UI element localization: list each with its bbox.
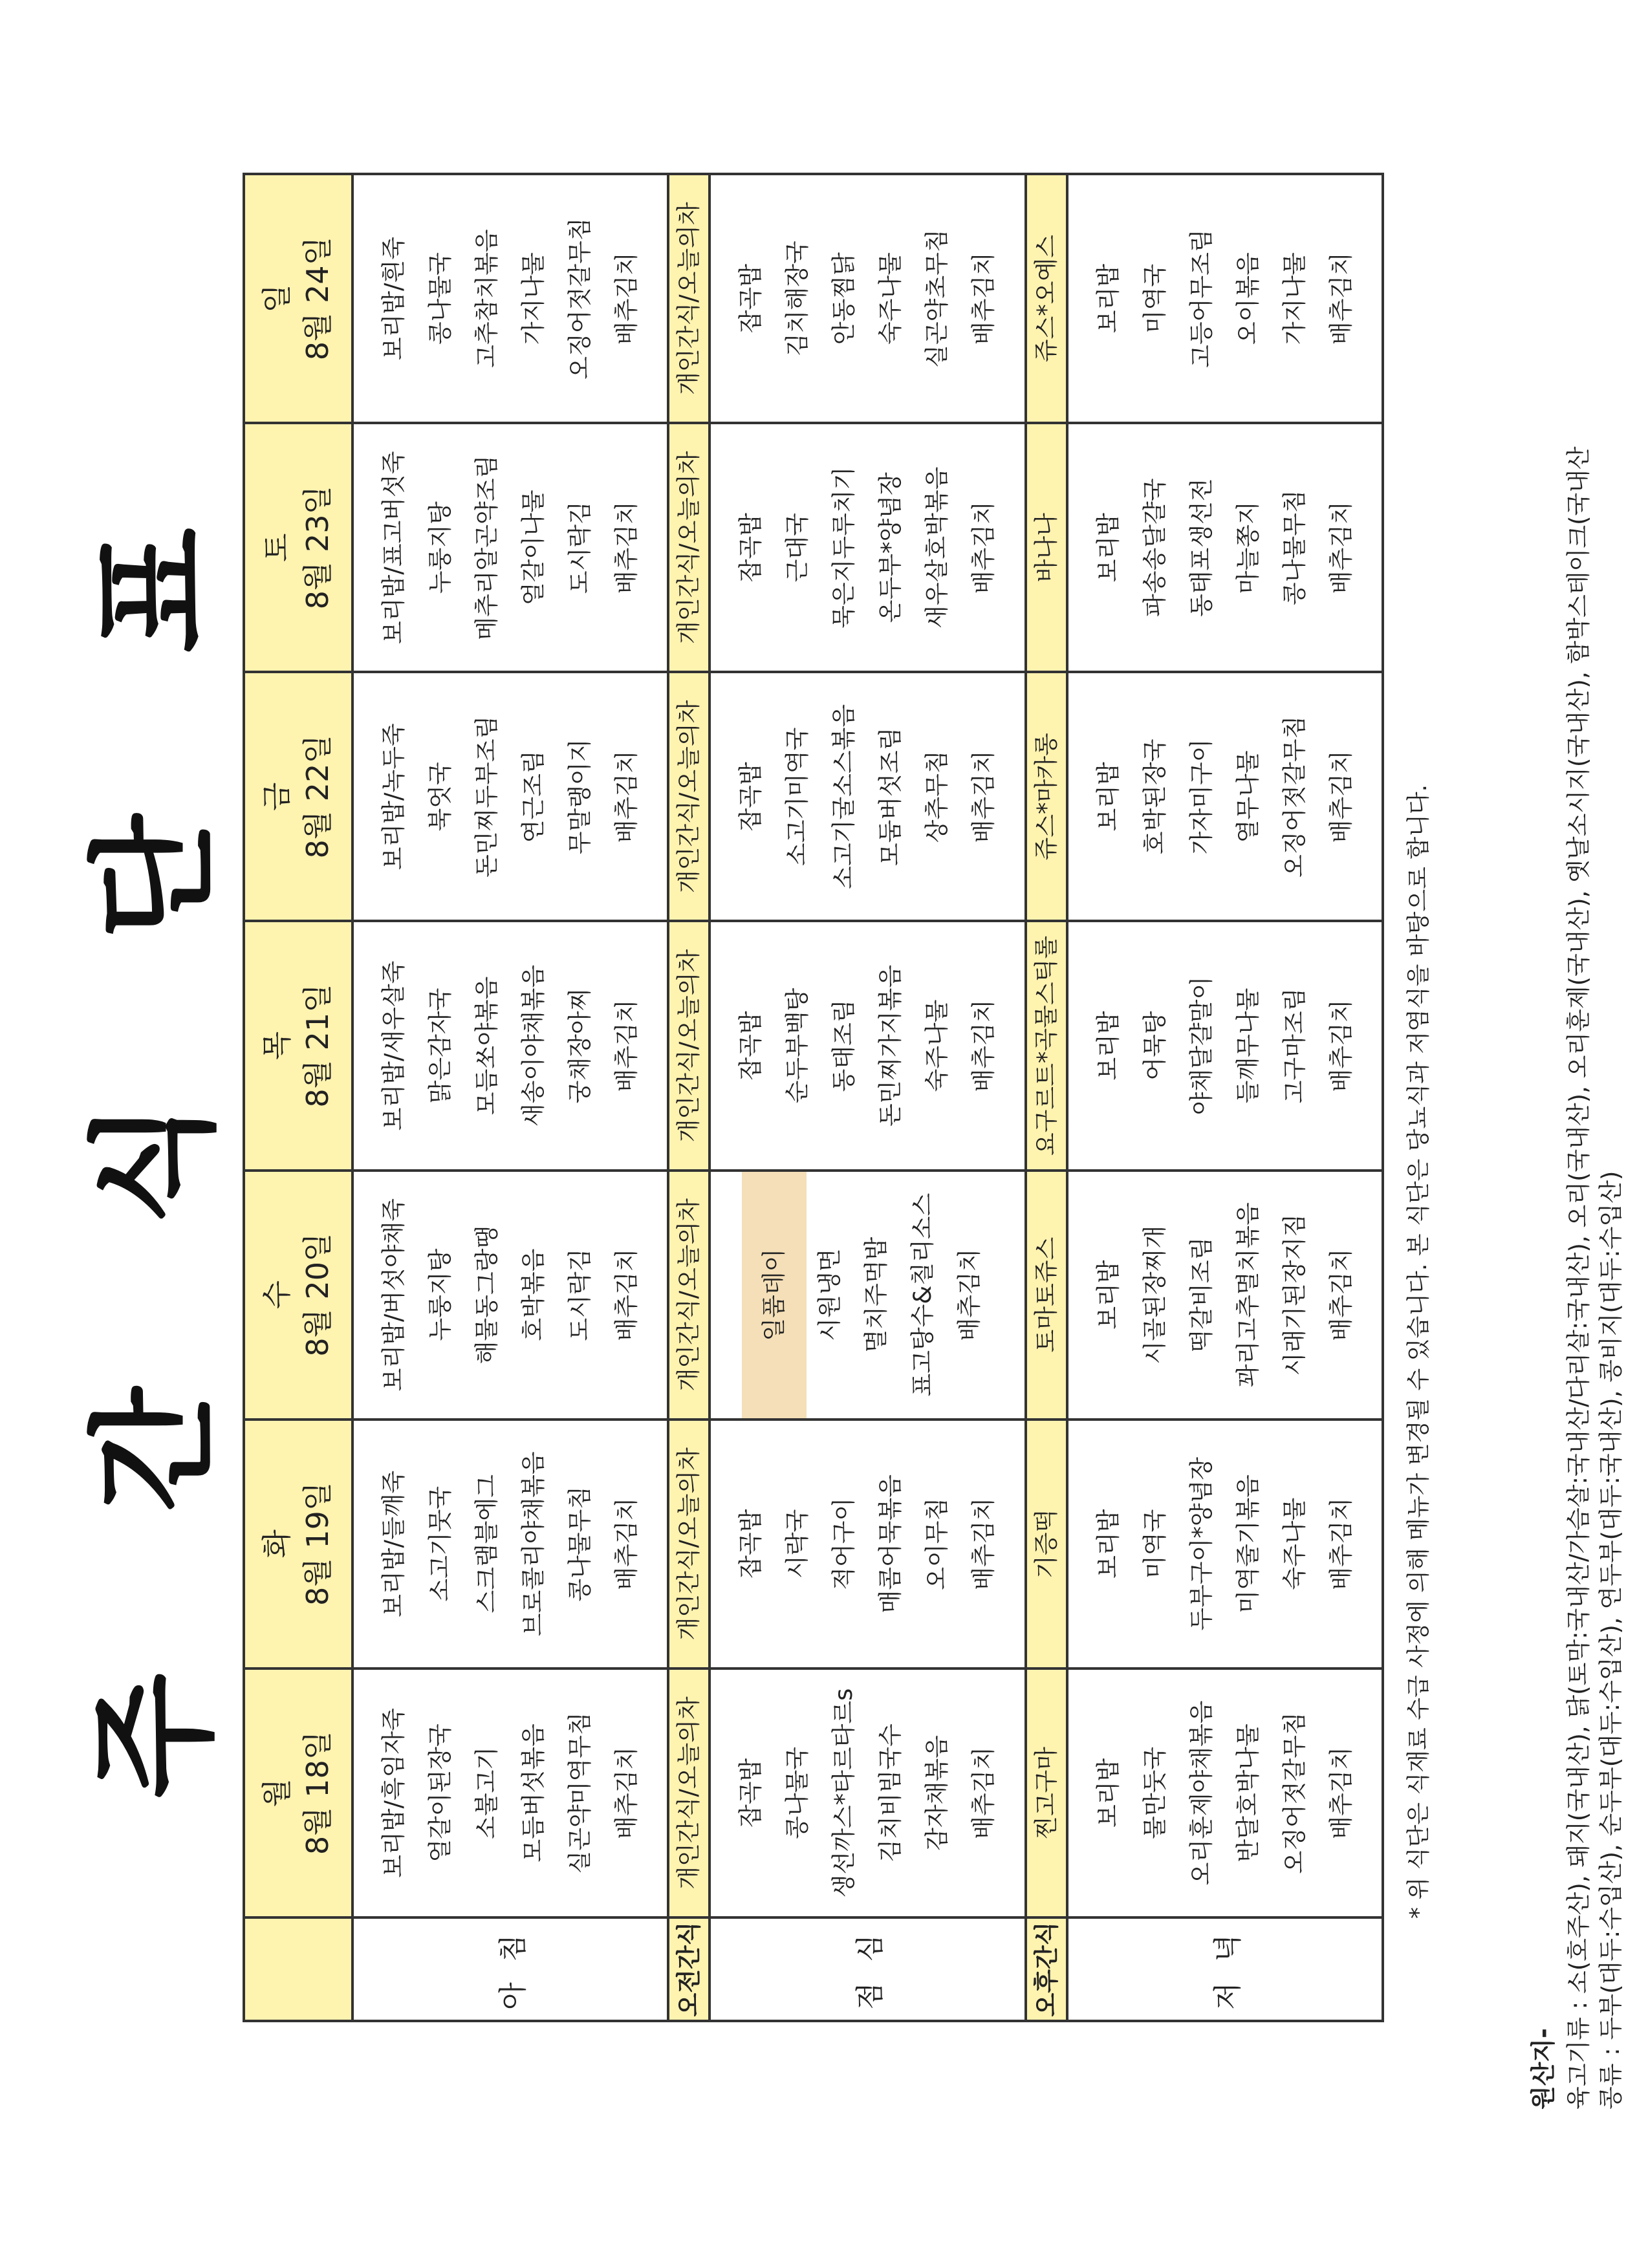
row-label-lunch: 점 심: [710, 1917, 1025, 2021]
menu-item: 배추김치: [612, 999, 641, 1092]
menu-item: 물만둣국: [1140, 1746, 1169, 1839]
menu-item: 궁채장아찌: [566, 988, 594, 1104]
origin-line-meat: 육고기류 : 소(호주산), 돼지(국내산), 닭(토막:국내산/가슴살:국내산/다리살:국내산), 오리(국내산), 오리훈제(국내산), 옛날소시지(국내산), 함박스테이크(국내산: [1565, 446, 1592, 2110]
menu-change-note: * 위 식단은 식재료 수급 사정에 의해 메뉴가 변경될 수 있습니다. 본 식단은 당뇨식과 저염식을 바탕으로 합니다.: [1405, 784, 1432, 1919]
am-snack-cell: 개인간식/오늘의차: [668, 1420, 710, 1669]
menu-item: 김치해장국: [783, 241, 812, 356]
menu-item: 북엇국: [426, 762, 455, 832]
menu-item: 보리밥: [1094, 513, 1122, 583]
menu-item: 반달호박나물: [1233, 1723, 1262, 1863]
menu-item: 오징어젓갈무침: [1280, 1712, 1308, 1874]
day-date: 8월 20일: [300, 1233, 335, 1357]
menu-item: 표고탕수&칠리소스: [909, 1193, 937, 1397]
menu-item: 맑은감자국: [426, 988, 455, 1104]
day-header: [244, 423, 352, 672]
pm-snack-cell: 바나나: [1026, 423, 1067, 672]
menu-item: 배추김치: [1327, 1746, 1355, 1839]
day-date: 8월 24일: [300, 236, 335, 361]
menu-item: 꽈리고추멸치볶음: [1233, 1202, 1262, 1388]
day-header-row: [244, 174, 352, 2021]
dinner-cell: [1067, 423, 1383, 672]
day-date: 8월 21일: [300, 984, 335, 1108]
pm-snack-cell: 찐고구마: [1026, 1669, 1067, 1917]
breakfast-row: [352, 174, 668, 2021]
menu-item: 가지나물: [519, 252, 548, 345]
menu-item: 호박볶음: [519, 1248, 548, 1341]
menu-item: 소고기굴소스볶음: [830, 704, 858, 889]
menu-item: 보리밥/들깨죽: [380, 1470, 408, 1617]
dinner-cell: [1067, 672, 1383, 921]
menu-item: 돈민찌가지볶음: [876, 964, 905, 1127]
menu-item: 연근조림: [519, 750, 548, 843]
menu-item: 온두부*양념장: [876, 472, 905, 623]
page-title: 주 간 식 단 표: [80, 470, 230, 1798]
menu-item: 브로콜리야채볶음: [519, 1451, 548, 1637]
menu-item: 숙주나물: [876, 252, 905, 345]
lunch-cell: [710, 1171, 1025, 1420]
day-of-week: 금: [259, 782, 294, 812]
menu-item: 잡곡밥: [737, 1509, 765, 1579]
menu-item: 배추김치: [1327, 1248, 1355, 1341]
dinner-row: [1067, 174, 1383, 2021]
menu-item: 배추김치: [612, 1248, 641, 1341]
menu-item: 콩나물국: [783, 1746, 812, 1839]
menu-item: 오징어젓갈무침: [566, 217, 594, 380]
menu-item: 배추김치: [970, 1746, 998, 1839]
menu-item: 호박된장국: [1140, 739, 1169, 855]
menu-item: 매콤어묵볶음: [876, 1474, 905, 1614]
lunch-cell: [710, 1669, 1025, 1917]
pm-snack-cell: 요구르트*곡물스틱롤: [1026, 921, 1067, 1170]
menu-item: 콩나물국: [426, 252, 455, 345]
menu-item: 근대국: [783, 513, 812, 583]
am-snack-cell: 개인간식/오늘의차: [668, 1669, 710, 1917]
menu-item: 모듬버섯볶음: [519, 1723, 548, 1863]
menu-item: 모듬쏘야볶음: [473, 976, 501, 1116]
menu-item: 소고기미역국: [783, 727, 812, 867]
menu-item: 미역줄기볶음: [1233, 1474, 1262, 1614]
menu-item: 배추김치: [1327, 999, 1355, 1092]
day-of-week: 토: [259, 533, 294, 562]
menu-item: 보리밥: [1094, 263, 1122, 334]
menu-item: 잡곡밥: [737, 1758, 765, 1828]
menu-item: 무말랭이지: [566, 739, 594, 855]
menu-item: 소불고기: [473, 1746, 501, 1839]
menu-item: 누룽지탕: [426, 1248, 455, 1341]
menu-item: 오이무침: [923, 1497, 951, 1590]
day-of-week: 수: [259, 1280, 294, 1310]
dinner-cell: [1067, 174, 1383, 423]
menu-item: 보리밥: [1094, 1758, 1122, 1828]
menu-item: 콩나물무침: [1280, 490, 1308, 606]
breakfast-cell: [352, 672, 668, 921]
menu-item: 떡갈비조림: [1187, 1237, 1215, 1353]
menu-item: 도시락김: [566, 1248, 594, 1341]
menu-item: 배추김치: [1327, 1497, 1355, 1590]
menu-item: 시원냉면: [816, 1248, 844, 1341]
menu-item: 도시락김: [566, 501, 594, 594]
menu-item: 누룽지탕: [426, 501, 455, 594]
menu-item: 배추김치: [970, 252, 998, 345]
menu-item: 보리밥: [1094, 1509, 1122, 1579]
menu-item: 보리밥: [1094, 762, 1122, 832]
day-header: [244, 1420, 352, 1669]
menu-item: 보리밥/표고버섯죽: [380, 451, 408, 644]
menu-item: 야채달걀말이: [1187, 976, 1215, 1116]
breakfast-cell: [352, 921, 668, 1170]
menu-item: 마늘쫑지: [1233, 501, 1262, 594]
menu-item: 잡곡밥: [737, 762, 765, 832]
day-of-week: 목: [259, 1031, 294, 1061]
lunch-cell: [710, 921, 1025, 1170]
menu-item: 잡곡밥: [737, 513, 765, 583]
lunch-cell: [710, 672, 1025, 921]
breakfast-cell: [352, 174, 668, 423]
pm-snack-cell: 토마토쥬스: [1026, 1171, 1067, 1420]
menu-item: 배추김치: [612, 1497, 641, 1590]
menu-item: 메추리알곤약조림: [473, 455, 501, 640]
menu-item: 새송이야채볶음: [519, 964, 548, 1127]
menu-item: 실곤약미역무침: [566, 1712, 594, 1874]
pm-snack-row: [1026, 174, 1067, 2021]
menu-item: 해물동그랑땡: [473, 1225, 501, 1365]
menu-item: 생선까스*타르타르s: [830, 1688, 858, 1898]
lunch-cell: [710, 423, 1025, 672]
am-snack-cell: 개인간식/오늘의차: [668, 921, 710, 1170]
day-date: 8월 23일: [300, 486, 335, 610]
menu-item: 모둠버섯조림: [876, 727, 905, 867]
menu-item: 잡곡밥: [737, 263, 765, 334]
day-date: 8월 22일: [300, 735, 335, 859]
am-snack-cell: 개인간식/오늘의차: [668, 423, 710, 672]
day-header: [244, 921, 352, 1170]
row-label-pm-snack: 오후간식: [1026, 1917, 1067, 2021]
menu-item: 오리훈제야채볶음: [1187, 1700, 1215, 1886]
lunch-cell: [710, 174, 1025, 423]
menu-item: 어묵탕: [1140, 1011, 1169, 1081]
menu-item: 콩나물무침: [566, 1485, 594, 1602]
menu-item: 돈민찌두부조림: [473, 715, 501, 878]
menu-item: 보리밥/흰죽: [380, 236, 408, 361]
menu-item: 안동찜닭: [830, 252, 858, 345]
menu-item: 배추김치: [1327, 501, 1355, 594]
menu-item: 배추김치: [612, 750, 641, 843]
menu-item: 열무나물: [1233, 750, 1262, 843]
menu-item: 시락국: [783, 1509, 812, 1579]
am-snack-cell: 개인간식/오늘의차: [668, 1171, 710, 1420]
corner-cell: [244, 1917, 352, 2021]
menu-item: 스크램블에그: [473, 1474, 501, 1614]
menu-item: 잡곡밥: [737, 1011, 765, 1081]
menu-item: 오징어젓갈무침: [1280, 715, 1308, 878]
menu-item: 가지나물: [1280, 252, 1308, 345]
menu-item: 얼갈이나물: [519, 490, 548, 606]
row-label-am-snack: 오전간식: [668, 1917, 710, 2021]
menu-item: 동태조림: [830, 999, 858, 1092]
day-header: [244, 1669, 352, 1917]
menu-item: 두부구이*양념장: [1187, 1456, 1215, 1631]
row-label-breakfast: 아 침: [352, 1917, 668, 2021]
day-header: [244, 174, 352, 423]
dinner-cell: [1067, 921, 1383, 1170]
menu-item: 배추김치: [1327, 252, 1355, 345]
am-snack-row: [668, 174, 710, 2021]
menu-item: 숙주나물: [1280, 1497, 1308, 1590]
origin-title: 원산지-: [1529, 2028, 1557, 2110]
menu-item: 배추김치: [612, 501, 641, 594]
menu-item: 보리밥/새우살죽: [380, 960, 408, 1131]
menu-item: 보리밥/흑임자죽: [380, 1708, 408, 1878]
day-date: 8월 18일: [300, 1731, 335, 1855]
day-of-week: 화: [259, 1529, 294, 1559]
menu-item: 적어구이: [830, 1497, 858, 1590]
menu-item: 파송송달걀국: [1140, 478, 1169, 617]
day-of-week: 일: [259, 284, 294, 313]
breakfast-cell: [352, 1669, 668, 1917]
menu-item: 얼갈이된장국: [426, 1723, 455, 1863]
dinner-cell: [1067, 1171, 1383, 1420]
menu-item: 배추김치: [970, 750, 998, 843]
menu-item: 고등어무조림: [1187, 229, 1215, 368]
breakfast-cell: [352, 1420, 668, 1669]
menu-item: 실곤약초무침: [923, 229, 951, 368]
menu-item: 새우살호박볶음: [923, 466, 951, 629]
dinner-cell: [1067, 1669, 1383, 1917]
am-snack-cell: 개인간식/오늘의차: [668, 174, 710, 423]
lunch-cell: [710, 1420, 1025, 1669]
weekly-menu-table: [243, 173, 1384, 2022]
menu-item: 김치비빔국수: [876, 1723, 905, 1863]
pm-snack-cell: 쥬스*마카롱: [1026, 672, 1067, 921]
menu-item: 순두부백탕: [783, 988, 812, 1104]
menu-item: 배추김치: [970, 999, 998, 1092]
menu-item: 들깨무나물: [1233, 988, 1262, 1104]
menu-item: 미역국: [1140, 263, 1169, 334]
menu-item: 배추김치: [612, 252, 641, 345]
menu-item: 보리밥/녹두죽: [380, 723, 408, 870]
menu-item: 고추참치볶음: [473, 229, 501, 368]
am-snack-cell: 개인간식/오늘의차: [668, 672, 710, 921]
menu-item: 보리밥/버섯야채죽: [380, 1198, 408, 1392]
dinner-cell: [1067, 1420, 1383, 1669]
menu-item: 배추김치: [970, 1497, 998, 1590]
menu-item: 멸치주먹밥: [862, 1237, 891, 1353]
menu-item: 상추무침: [923, 750, 951, 843]
day-header: [244, 672, 352, 921]
menu-item: 오이볶음: [1233, 252, 1262, 345]
menu-item: 배추김치: [612, 1746, 641, 1839]
menu-item: 보리밥: [1094, 1260, 1122, 1330]
day-of-week: 월: [259, 1778, 294, 1808]
menu-item: 시골된장찌개: [1140, 1225, 1169, 1365]
menu-item: 동태포생선전: [1187, 478, 1215, 617]
lunch-row: [710, 174, 1025, 2021]
menu-item: 고구마조림: [1280, 988, 1308, 1104]
menu-item: 보리밥: [1094, 1011, 1122, 1081]
menu-item: 배추김치: [955, 1248, 984, 1341]
menu-item: 가자미구이: [1187, 739, 1215, 855]
row-label-dinner: 저 녁: [1067, 1917, 1383, 2021]
day-date: 8월 19일: [300, 1482, 335, 1606]
origin-line-beans: 콩류 : 두부(대두:수입산), 순두부(대두:수입산), 연두부(대두:국내산), 콩비지(대두:수입산): [1597, 1171, 1625, 2110]
menu-item: 숙주나물: [923, 999, 951, 1092]
menu-item: 미역국: [1140, 1509, 1169, 1579]
menu-item: 소고기뭇국: [426, 1485, 455, 1602]
breakfast-cell: [352, 423, 668, 672]
menu-item-special: 일품데이: [742, 1172, 807, 1418]
breakfast-cell: [352, 1171, 668, 1420]
menu-item: 감자채볶음: [923, 1735, 951, 1851]
menu-item: 묵은지두루치기: [830, 466, 858, 629]
menu-item: 시래기된장지짐: [1280, 1214, 1308, 1376]
menu-item: 배추김치: [1327, 750, 1355, 843]
pm-snack-cell: 쥬스*오예스: [1026, 174, 1067, 423]
menu-item: 배추김치: [970, 501, 998, 594]
day-header: [244, 1171, 352, 1420]
pm-snack-cell: 기증떡: [1026, 1420, 1067, 1669]
